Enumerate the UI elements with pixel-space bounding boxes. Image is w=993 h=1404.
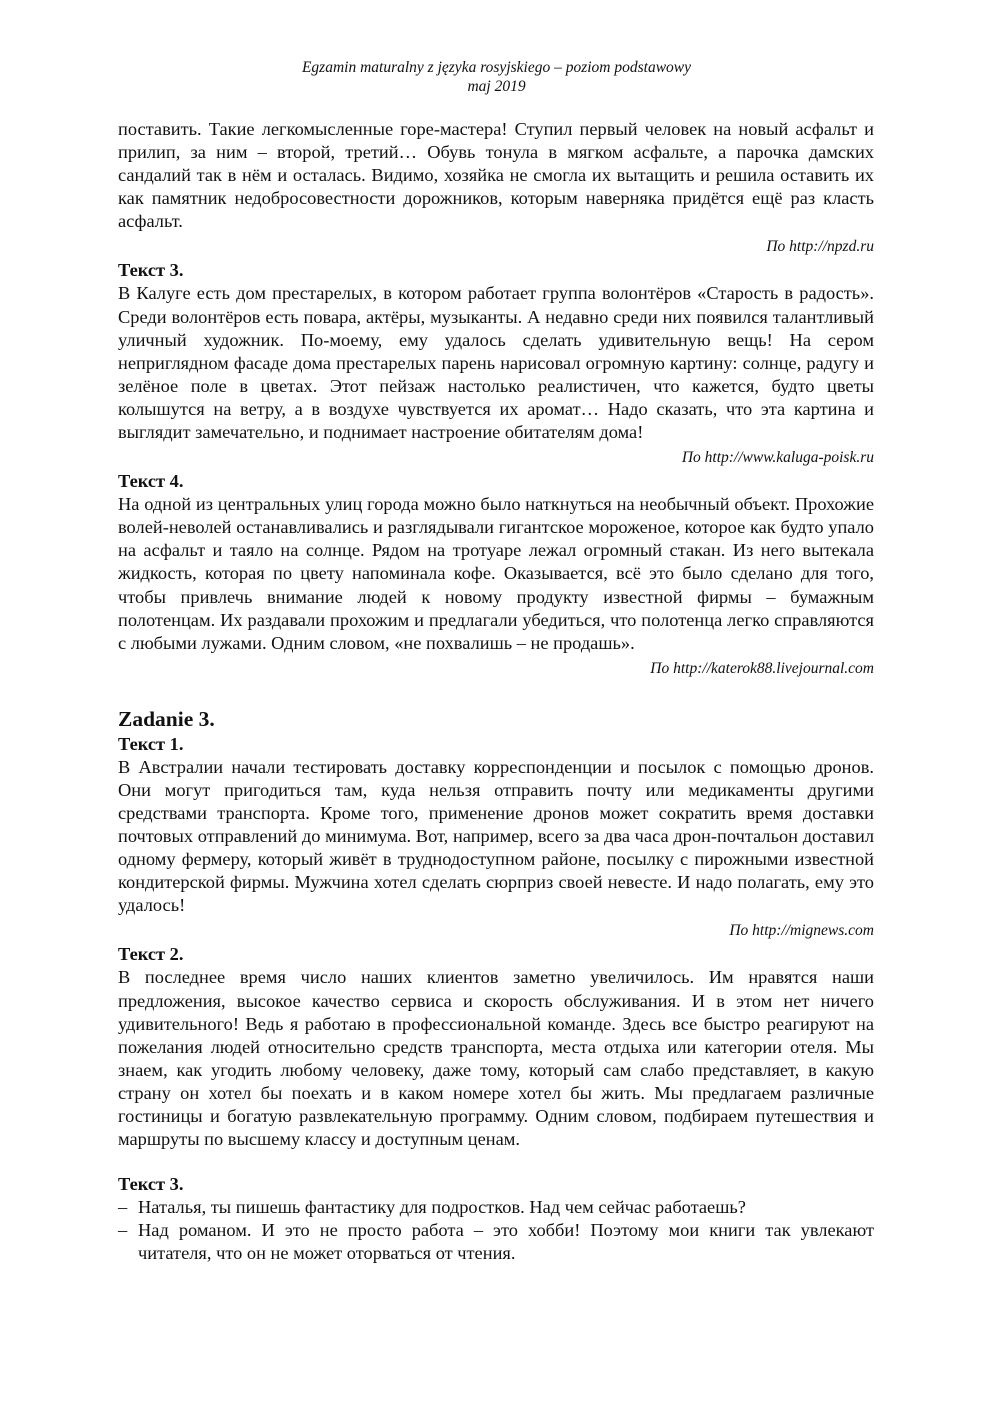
text-paragraph: В Калуге есть дом престарелых, в котором работает группа волонтёров «Старость в радость». Среди волонтёров есть повара, актёры, музыканты. А недавно среди них появился талантливый уличный художник. По-моему, ему удалось сделать удивительную вещь! На сером неприглядном фасаде дома престарелых парень нарисовал огромную картину: солнце, радугу и зелёное поле в цветах. Этот пейзаж настолько реалистичен, что кажется, будто цветы колышутся на ветру, а в воздухе чувствуется их аромат… Надо сказать, что эта картина и выглядит замечательно, и поднимает настроение обитателям дома! (118, 283, 874, 443)
dash-bullet: – (118, 1197, 128, 1218)
dialogue-list (118, 1196, 874, 1265)
continued-paragraph: поставить. Такие легкомысленные горе-мастера! Ступил первый человек на новый асфальт и прилип, за ним – второй, третий… Обувь тонула в мягком асфальте, а парочка дамских сандалий так в нём и осталась. Видимо, хозяйка не смогла их вытащить и решила оставить их как памятник недобросовестности дорожников, которым наверняка придётся ещё раз класть асфальт. (118, 119, 874, 232)
text-heading: Текст 4. (118, 471, 184, 492)
page-header (0, 58, 993, 96)
page-content (118, 118, 874, 1265)
text-heading: Текст 1. (118, 733, 184, 754)
exam-title: Egzamin maturalny z języka rosyjskiego – poziom podstawowy (301, 59, 692, 76)
text-heading: Текст 3. (118, 1174, 184, 1195)
dialogue-text: Наталья, ты пишешь фантастику для подростков. Над чем сейчас работаешь? (138, 1197, 746, 1218)
source-citation: По http://mignews.com (729, 922, 874, 940)
dialogue-line (118, 1196, 874, 1219)
source-citation: По http://www.kaluga-poisk.ru (681, 449, 874, 467)
task-heading: Zadanie 3. (118, 706, 215, 731)
dash-bullet: – (118, 1220, 128, 1241)
text-paragraph: На одной из центральных улиц города можно было наткнуться на необычный объект. Прохожие волей-неволей останавливались и разглядывали гигантское мороженое, которое как будто упало на асфальт и таяло на солнце. Рядом на тротуаре лежал огромный стакан. Из него вытекала жидкость, которая по цвету напоминала кофе. Оказывается, всё это было сделано для того, чтобы привлечь внимание людей к новому продукту известной фирмы – бумажным полотенцам. Их раздавали прохожим и предлагали убедиться, что полотенца легко справляются с любыми лужами. Одним словом, «не похвалишь – не продашь». (118, 494, 874, 653)
text-paragraph: В Австралии начали тестировать доставку корреспонденции и посылок с помощью дронов. Они могут пригодиться там, куда нельзя отправить почту или медикаменты другими средствами транспорта. Кроме того, применение дронов может сократить время доставки почтовых отправлений до минимума. Вот, например, всего за два часа дрон-почтальон доставил одному фермеру, который живёт в труднодоступном районе, посылку с пирожными известной кондитерской фирмы. Мужчина хотел сделать сюрприз своей невесте. И надо полагать, ему это удалось! (118, 756, 874, 916)
dialogue-text: Над романом. И это не просто работа – это хобби! Поэтому мои книги так увлекают читателя, что он не может оторваться от чтения. (138, 1220, 874, 1264)
text-paragraph: В последнее время число наших клиентов заметно увеличилось. Им нравятся наши предложения, высокое качество сервиса и скорость обслуживания. И в этом нет ничего удивительного! Ведь я работаю в профессиональной команде. Здесь все быстро реагируют на пожелания людей относительно средств транспорта, места отдыха или категории отеля. Мы знаем, как угодить любому человеку, даже тому, который сам слабо представляет, в какую страну он хотел бы поехать и в каком номере хотел бы жить. Мы предлагаем различные гостиницы и богатую развлекательную программу. Одним словом, подбираем путешествия и маршруты по высшему классу и доступным ценам. (118, 967, 874, 1150)
text-heading: Текст 3. (118, 260, 184, 281)
source-citation: По http://npzd.ru (766, 238, 874, 256)
source-citation: По http://katerok88.livejournal.com (650, 659, 874, 677)
text-heading: Текст 2. (118, 944, 184, 965)
dialogue-line (118, 1219, 874, 1265)
exam-date: maj 2019 (467, 78, 526, 95)
